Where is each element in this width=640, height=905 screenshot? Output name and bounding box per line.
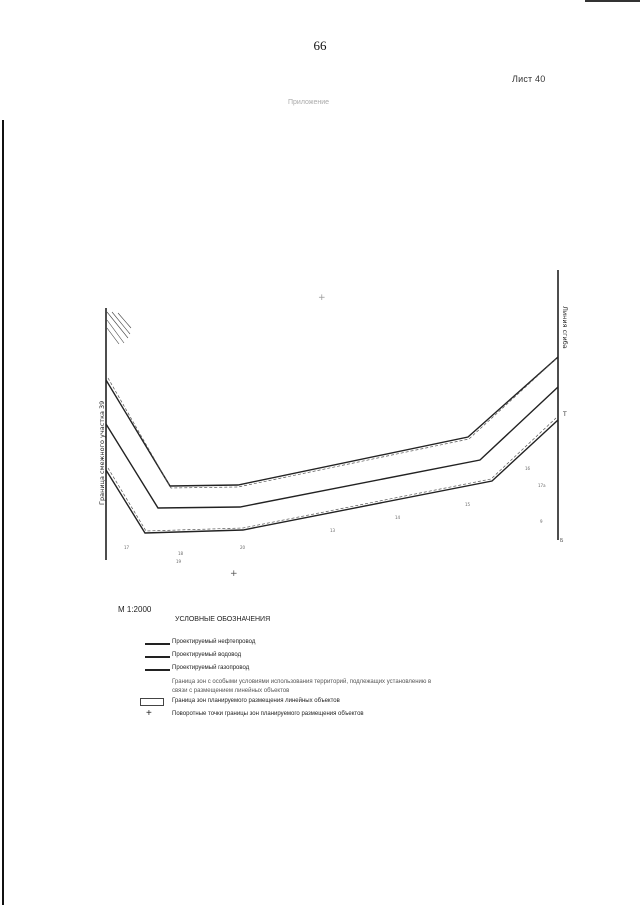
legend-item-label: Проектируемый водовод: [172, 652, 242, 658]
legend-item-label: Проектируемый нефтепровод: [172, 639, 256, 645]
scale-label: М 1:2000: [118, 605, 152, 614]
legend-line-swatch: [145, 643, 170, 645]
svg-text:20: 20: [240, 545, 246, 550]
oil-pipeline-line: [106, 357, 558, 486]
svg-text:9: 9: [540, 519, 543, 524]
legend-item-label: Граница зон с особыми условиями использования территорий, подлежащих установлению в связи с размещением линейных объектов: [172, 679, 432, 694]
zone-boundary-upper: [108, 359, 556, 488]
legend-item-placement-zone: [140, 697, 440, 710]
legend-item-gas-pipeline: [140, 664, 440, 677]
turning-point-cross-icon: +: [146, 708, 152, 719]
legend-item-label: Поворотные точки границы зон планируемого размещения объектов: [172, 711, 364, 717]
right-marker-s: Б: [560, 538, 564, 544]
legend-item-label: Проектируемый газопровод: [172, 665, 250, 671]
legend-item-water-pipeline: [140, 651, 440, 664]
svg-text:19: 19: [176, 559, 182, 564]
center-cross-mark: +: [318, 293, 326, 303]
legend-box-swatch: [140, 698, 164, 706]
zone-boundary-lower: [108, 418, 556, 531]
sheet-label: Лист 40: [512, 74, 546, 84]
gas-pipeline-line: [106, 420, 558, 533]
svg-text:15: 15: [465, 502, 471, 507]
svg-text:17a: 17a: [538, 483, 546, 488]
water-pipeline-line: [106, 387, 558, 508]
right-marker-t: T: [563, 411, 567, 418]
legend-item-oil-pipeline: [140, 638, 440, 651]
legend-title: УСЛОВНЫЕ ОБОЗНАЧЕНИЯ: [175, 616, 271, 623]
faint-header: Приложение: [288, 99, 330, 106]
legend-line-swatch: [145, 669, 170, 671]
legend-item-turning-points: [140, 710, 440, 723]
svg-text:18: 18: [178, 551, 184, 556]
legend-line-swatch: [145, 656, 170, 658]
svg-text:13: 13: [330, 528, 336, 533]
svg-text:14: 14: [395, 515, 401, 520]
legend-item-label: Граница зон планируемого размещения линейных объектов: [172, 698, 340, 704]
page-number: 66: [313, 38, 327, 53]
right-side-label: Линия сгиба: [561, 306, 569, 349]
bottom-cross-mark: +: [230, 569, 238, 579]
svg-text:17: 17: [124, 545, 130, 550]
hatch-area: [107, 312, 131, 344]
svg-text:16: 16: [525, 466, 531, 471]
left-side-label: Граница смежного участка 39: [98, 400, 106, 505]
legend: [140, 638, 440, 723]
legend-item-restricted-zone: [140, 677, 440, 697]
